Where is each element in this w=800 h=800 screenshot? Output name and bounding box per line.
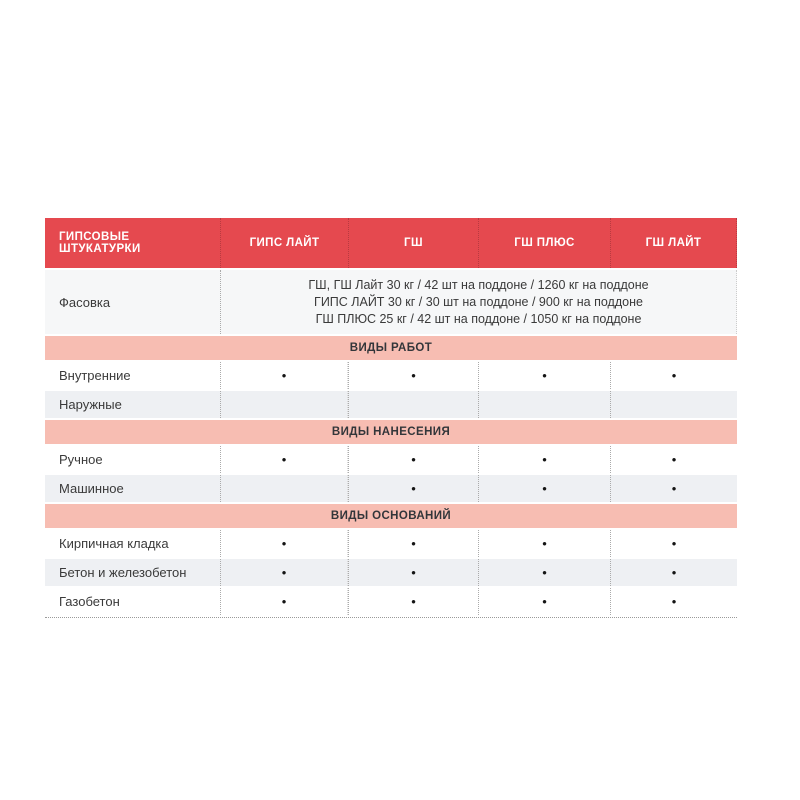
bullet-dot: •: [348, 559, 478, 586]
section-header-label: ВИДЫ НАНЕСЕНИЯ: [45, 420, 737, 444]
table-header-row: [45, 218, 737, 268]
row-label: Ручное: [45, 446, 220, 473]
row-label: Наружные: [45, 391, 220, 418]
packing-line: ГШ ПЛЮС 25 кг / 42 шт на поддоне / 1050 кг на поддоне: [315, 311, 642, 326]
bullet-dot: •: [478, 362, 610, 389]
packing-line: ГШ, ГШ Лайт 30 кг / 42 шт на поддоне / 1260 кг на поддоне: [308, 277, 649, 292]
bullet-dot: •: [610, 446, 737, 473]
table-row-brickwork: [45, 530, 737, 557]
bullet-dot: •: [478, 530, 610, 557]
bullet-dot: •: [478, 446, 610, 473]
table-row-external: [45, 391, 737, 418]
empty-cell: [478, 391, 610, 418]
row-label: Внутренние: [45, 362, 220, 389]
comparison-table: [45, 216, 737, 617]
section-header-work-types: [45, 336, 737, 360]
bullet-dot: •: [610, 475, 737, 502]
bullet-dot: •: [220, 362, 348, 389]
bullet-dot: •: [610, 559, 737, 586]
comparison-table-wrapper: [45, 216, 737, 618]
section-header-label: ВИДЫ РАБОТ: [45, 336, 737, 360]
table-row-aerated-concrete: [45, 588, 737, 615]
section-header-label: ВИДЫ ОСНОВАНИЙ: [45, 504, 737, 528]
packing-row-label: Фасовка: [45, 270, 220, 334]
empty-cell: [220, 475, 348, 502]
row-label: Кирпичная кладка: [45, 530, 220, 557]
row-label: Машинное: [45, 475, 220, 502]
bullet-dot: •: [220, 559, 348, 586]
bullet-dot: •: [348, 446, 478, 473]
bullet-dot: •: [478, 559, 610, 586]
column-header-gsh-plus: ГШ ПЛЮС: [478, 218, 610, 268]
bullet-dot: •: [348, 530, 478, 557]
empty-cell: [220, 391, 348, 418]
bullet-dot: •: [220, 588, 348, 615]
bullet-dot: •: [610, 362, 737, 389]
bullet-dot: •: [348, 475, 478, 502]
empty-cell: [610, 391, 737, 418]
bullet-dot: •: [220, 530, 348, 557]
table-row-concrete: [45, 559, 737, 586]
section-header-substrate-types: [45, 504, 737, 528]
empty-cell: [348, 391, 478, 418]
bullet-dot: •: [610, 588, 737, 615]
bullet-dot: •: [478, 475, 610, 502]
section-header-application-types: [45, 420, 737, 444]
row-label: Газобетон: [45, 588, 220, 615]
bullet-dot: •: [220, 446, 348, 473]
column-header-gips-light: ГИПС ЛАЙТ: [220, 218, 348, 268]
table-row-manual: [45, 446, 737, 473]
packing-row: [45, 270, 737, 334]
bullet-dot: •: [348, 588, 478, 615]
table-row-machine: [45, 475, 737, 502]
table-row-internal: [45, 362, 737, 389]
bullet-dot: •: [348, 362, 478, 389]
bullet-dot: •: [610, 530, 737, 557]
packing-line: ГИПС ЛАЙТ 30 кг / 30 шт на поддоне / 900 кг на поддоне: [314, 294, 643, 309]
bullet-dot: •: [478, 588, 610, 615]
column-header-products: ГИПСОВЫЕ ШТУКАТУРКИ: [45, 218, 220, 268]
column-header-gsh-light: ГШ ЛАЙТ: [610, 218, 737, 268]
packing-row-value: [220, 270, 737, 334]
row-label: Бетон и железобетон: [45, 559, 220, 586]
column-header-gsh: ГШ: [348, 218, 478, 268]
